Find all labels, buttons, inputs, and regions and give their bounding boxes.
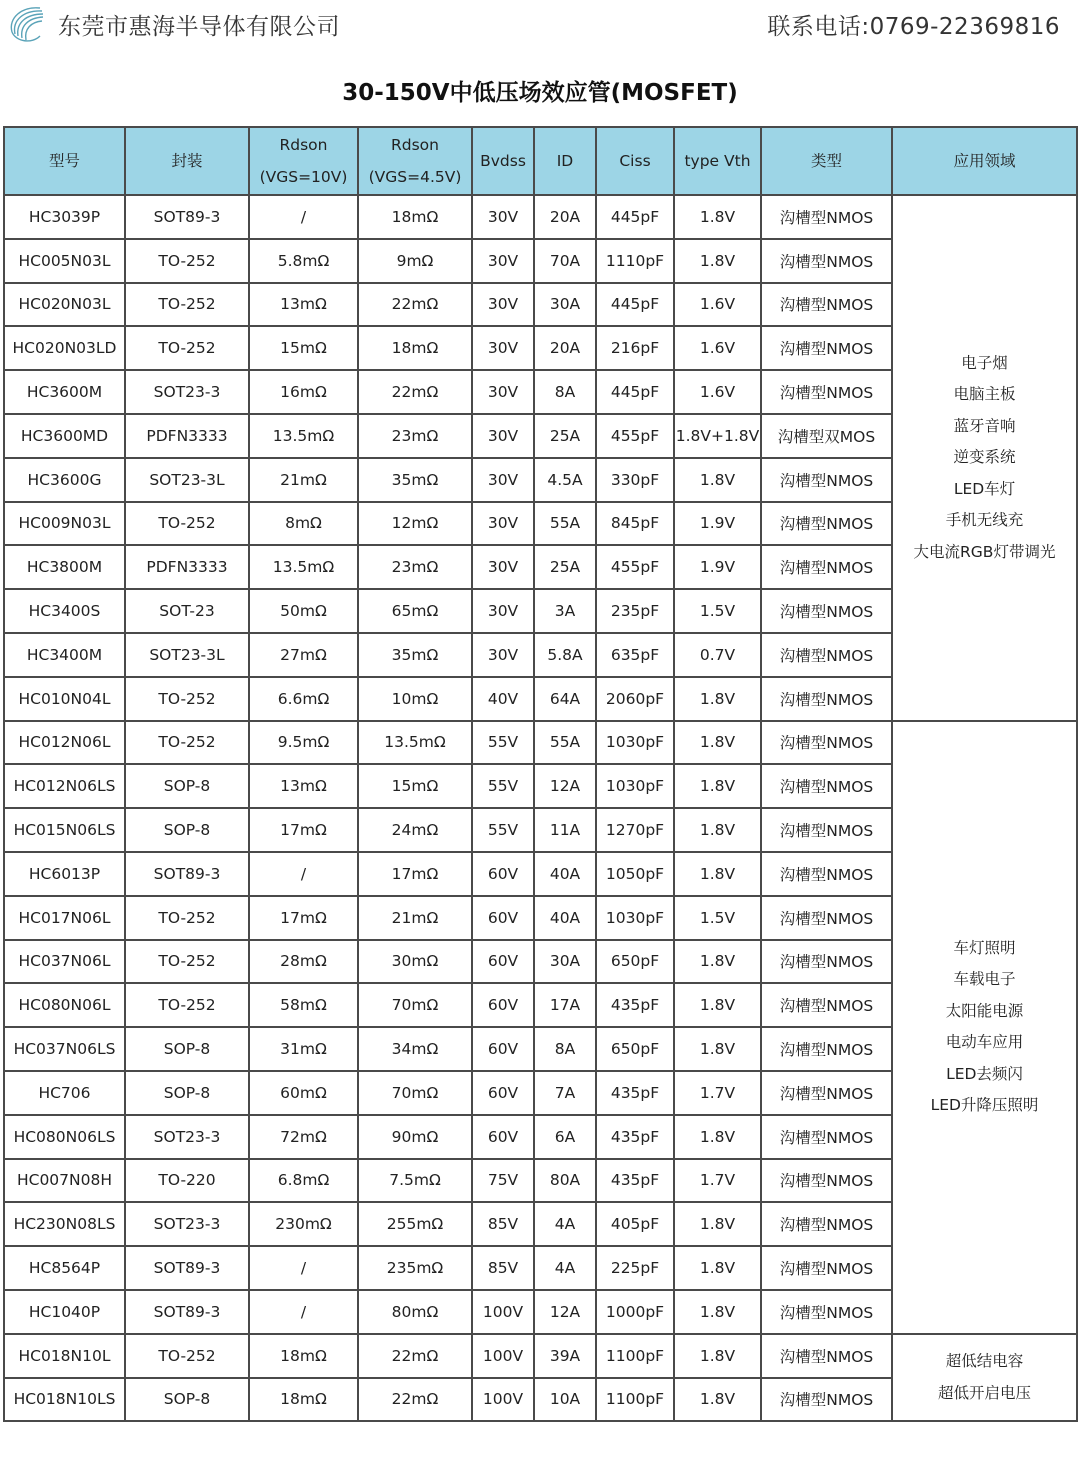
- cell-model: HC3039P: [4, 195, 125, 239]
- cell-rdson-10v: /: [249, 1290, 358, 1334]
- cell-package: TO-252: [125, 721, 249, 765]
- cell-rdson-4-5v: 24mΩ: [358, 808, 472, 852]
- cell-bvdss: 30V: [472, 370, 534, 414]
- cell-type: 沟槽型NMOS: [761, 195, 892, 239]
- cell-package: TO-252: [125, 283, 249, 327]
- cell-package: SOT23-3: [125, 1115, 249, 1159]
- cell-model: HC010N04L: [4, 677, 125, 721]
- cell-ciss: 435pF: [596, 1159, 674, 1203]
- cell-bvdss: 60V: [472, 1027, 534, 1071]
- cell-rdson-10v: 13.5mΩ: [249, 414, 358, 458]
- cell-rdson-4-5v: 9mΩ: [358, 239, 472, 283]
- col-header-ciss: Ciss: [596, 127, 674, 195]
- cell-rdson-4-5v: 23mΩ: [358, 545, 472, 589]
- cell-rdson-4-5v: 23mΩ: [358, 414, 472, 458]
- cell-package: SOP-8: [125, 808, 249, 852]
- cell-model: HC020N03LD: [4, 326, 125, 370]
- cell-vth: 1.6V: [674, 283, 761, 327]
- cell-package: SOT89-3: [125, 1290, 249, 1334]
- cell-rdson-10v: 6.6mΩ: [249, 677, 358, 721]
- cell-rdson-10v: 58mΩ: [249, 983, 358, 1027]
- cell-rdson-4-5v: 255mΩ: [358, 1202, 472, 1246]
- cell-rdson-4-5v: 7.5mΩ: [358, 1159, 472, 1203]
- cell-application-group: [892, 195, 1077, 721]
- cell-type: 沟槽型NMOS: [761, 721, 892, 765]
- cell-id: 20A: [534, 195, 596, 239]
- cell-model: HC3600MD: [4, 414, 125, 458]
- cell-vth: 1.8V+1.8V: [674, 414, 761, 458]
- cell-package: PDFN3333: [125, 414, 249, 458]
- cell-rdson-4-5v: 22mΩ: [358, 1378, 472, 1422]
- col-header-application: 应用领域: [892, 127, 1077, 195]
- cell-bvdss: 100V: [472, 1290, 534, 1334]
- cell-bvdss: 30V: [472, 283, 534, 327]
- cell-id: 6A: [534, 1115, 596, 1159]
- cell-model: HC012N06L: [4, 721, 125, 765]
- cell-model: HC012N06LS: [4, 764, 125, 808]
- cell-vth: 1.7V: [674, 1159, 761, 1203]
- cell-id: 8A: [534, 1027, 596, 1071]
- cell-model: HC018N10LS: [4, 1378, 125, 1422]
- cell-rdson-10v: /: [249, 1246, 358, 1290]
- cell-rdson-4-5v: 80mΩ: [358, 1290, 472, 1334]
- cell-bvdss: 60V: [472, 983, 534, 1027]
- cell-model: HC3400M: [4, 633, 125, 677]
- cell-rdson-10v: 15mΩ: [249, 326, 358, 370]
- cell-vth: 1.5V: [674, 896, 761, 940]
- cell-ciss: 455pF: [596, 545, 674, 589]
- cell-id: 20A: [534, 326, 596, 370]
- cell-id: 17A: [534, 983, 596, 1027]
- cell-ciss: 635pF: [596, 633, 674, 677]
- cell-ciss: 225pF: [596, 1246, 674, 1290]
- phone-contact: [767, 8, 1060, 41]
- cell-package: SOT89-3: [125, 852, 249, 896]
- application-item: LED车灯: [953, 479, 1016, 498]
- cell-ciss: 330pF: [596, 458, 674, 502]
- cell-bvdss: 40V: [472, 677, 534, 721]
- application-item: 手机无线充: [945, 511, 1024, 530]
- cell-type: 沟槽型NMOS: [761, 1071, 892, 1115]
- cell-ciss: 445pF: [596, 370, 674, 414]
- cell-id: 4A: [534, 1246, 596, 1290]
- cell-type: 沟槽型NMOS: [761, 940, 892, 984]
- company-name: 东莞市惠海半导体有限公司: [58, 14, 340, 40]
- cell-rdson-4-5v: 22mΩ: [358, 1334, 472, 1378]
- cell-id: 39A: [534, 1334, 596, 1378]
- cell-package: SOT89-3: [125, 195, 249, 239]
- cell-type: 沟槽型NMOS: [761, 983, 892, 1027]
- cell-rdson-10v: 8mΩ: [249, 502, 358, 546]
- cell-vth: 1.8V: [674, 239, 761, 283]
- cell-model: HC020N03L: [4, 283, 125, 327]
- cell-type: 沟槽型NMOS: [761, 1246, 892, 1290]
- cell-type: 沟槽型NMOS: [761, 633, 892, 677]
- cell-package: SOT89-3: [125, 1246, 249, 1290]
- cell-vth: 1.8V: [674, 1202, 761, 1246]
- cell-vth: 1.9V: [674, 545, 761, 589]
- cell-model: HC3600G: [4, 458, 125, 502]
- cell-type: 沟槽型NMOS: [761, 239, 892, 283]
- cell-application-group: [892, 721, 1077, 1334]
- cell-package: TO-252: [125, 239, 249, 283]
- cell-bvdss: 30V: [472, 326, 534, 370]
- cell-bvdss: 100V: [472, 1334, 534, 1378]
- application-item: 大电流RGB灯带调光: [913, 542, 1056, 561]
- cell-package: TO-252: [125, 896, 249, 940]
- cell-vth: 1.7V: [674, 1071, 761, 1115]
- cell-ciss: 445pF: [596, 195, 674, 239]
- cell-ciss: 235pF: [596, 589, 674, 633]
- cell-id: 30A: [534, 940, 596, 984]
- cell-rdson-10v: 31mΩ: [249, 1027, 358, 1071]
- cell-ciss: 1100pF: [596, 1334, 674, 1378]
- cell-ciss: 650pF: [596, 940, 674, 984]
- cell-rdson-4-5v: 70mΩ: [358, 1071, 472, 1115]
- cell-rdson-4-5v: 34mΩ: [358, 1027, 472, 1071]
- col-header-model: 型号: [4, 127, 125, 195]
- application-item: 太阳能电源: [945, 1001, 1024, 1020]
- application-item: LED去频闪: [946, 1064, 1023, 1083]
- cell-rdson-10v: 17mΩ: [249, 808, 358, 852]
- cell-rdson-4-5v: 235mΩ: [358, 1246, 472, 1290]
- swirl-logo-icon: [4, 2, 48, 46]
- cell-rdson-4-5v: 70mΩ: [358, 983, 472, 1027]
- cell-package: SOT23-3: [125, 1202, 249, 1246]
- application-item: 电子烟: [961, 353, 1008, 372]
- cell-vth: 1.6V: [674, 370, 761, 414]
- cell-bvdss: 30V: [472, 239, 534, 283]
- cell-rdson-4-5v: 35mΩ: [358, 633, 472, 677]
- cell-package: SOT23-3L: [125, 458, 249, 502]
- cell-rdson-10v: /: [249, 195, 358, 239]
- cell-id: 30A: [534, 283, 596, 327]
- cell-package: SOP-8: [125, 1027, 249, 1071]
- cell-type: 沟槽型NMOS: [761, 1115, 892, 1159]
- cell-vth: 0.7V: [674, 633, 761, 677]
- col-header-rdson-4-5v: [358, 127, 472, 195]
- cell-type: 沟槽型NMOS: [761, 370, 892, 414]
- cell-package: TO-252: [125, 326, 249, 370]
- cell-ciss: 2060pF: [596, 677, 674, 721]
- cell-bvdss: 55V: [472, 721, 534, 765]
- cell-ciss: 845pF: [596, 502, 674, 546]
- cell-vth: 1.8V: [674, 677, 761, 721]
- cell-rdson-4-5v: 17mΩ: [358, 852, 472, 896]
- cell-vth: 1.8V: [674, 983, 761, 1027]
- phone-label: 联系电话:: [767, 14, 870, 40]
- cell-type: 沟槽型NMOS: [761, 1378, 892, 1422]
- cell-model: HC230N08LS: [4, 1202, 125, 1246]
- cell-model: HC007N08H: [4, 1159, 125, 1203]
- cell-vth: 1.8V: [674, 1334, 761, 1378]
- cell-rdson-4-5v: 10mΩ: [358, 677, 472, 721]
- cell-rdson-10v: 6.8mΩ: [249, 1159, 358, 1203]
- mosfet-spec-table: [3, 126, 1078, 1422]
- cell-vth: 1.8V: [674, 808, 761, 852]
- cell-model: HC015N06LS: [4, 808, 125, 852]
- cell-ciss: 435pF: [596, 1071, 674, 1115]
- cell-bvdss: 75V: [472, 1159, 534, 1203]
- table-row: [4, 195, 1077, 239]
- cell-rdson-10v: 60mΩ: [249, 1071, 358, 1115]
- col-header-type: 类型: [761, 127, 892, 195]
- cell-package: TO-252: [125, 983, 249, 1027]
- cell-type: 沟槽型NMOS: [761, 896, 892, 940]
- cell-ciss: 650pF: [596, 1027, 674, 1071]
- cell-rdson-4-5v: 18mΩ: [358, 326, 472, 370]
- cell-ciss: 1100pF: [596, 1378, 674, 1422]
- cell-package: SOT23-3L: [125, 633, 249, 677]
- cell-rdson-10v: 230mΩ: [249, 1202, 358, 1246]
- cell-id: 80A: [534, 1159, 596, 1203]
- cell-rdson-10v: 18mΩ: [249, 1334, 358, 1378]
- cell-bvdss: 30V: [472, 195, 534, 239]
- cell-ciss: 435pF: [596, 983, 674, 1027]
- cell-bvdss: 30V: [472, 414, 534, 458]
- cell-vth: 1.8V: [674, 1378, 761, 1422]
- rdson10-line1: Rdson: [279, 136, 328, 154]
- cell-bvdss: 85V: [472, 1246, 534, 1290]
- cell-ciss: 445pF: [596, 283, 674, 327]
- cell-bvdss: 60V: [472, 896, 534, 940]
- cell-ciss: 1030pF: [596, 721, 674, 765]
- cell-package: SOP-8: [125, 1071, 249, 1115]
- cell-model: HC037N06LS: [4, 1027, 125, 1071]
- cell-bvdss: 60V: [472, 940, 534, 984]
- cell-rdson-4-5v: 18mΩ: [358, 195, 472, 239]
- cell-vth: 1.8V: [674, 1290, 761, 1334]
- cell-id: 7A: [534, 1071, 596, 1115]
- cell-rdson-10v: 13mΩ: [249, 283, 358, 327]
- cell-type: 沟槽型NMOS: [761, 852, 892, 896]
- col-header-id: ID: [534, 127, 596, 195]
- cell-model: HC037N06L: [4, 940, 125, 984]
- cell-model: HC706: [4, 1071, 125, 1115]
- cell-model: HC3600M: [4, 370, 125, 414]
- cell-bvdss: 30V: [472, 545, 534, 589]
- rdson45-line1: Rdson: [391, 136, 439, 154]
- application-item: 电动车应用: [945, 1033, 1024, 1052]
- cell-model: HC017N06L: [4, 896, 125, 940]
- cell-ciss: 1000pF: [596, 1290, 674, 1334]
- cell-rdson-4-5v: 90mΩ: [358, 1115, 472, 1159]
- cell-package: TO-252: [125, 940, 249, 984]
- cell-package: TO-252: [125, 502, 249, 546]
- cell-bvdss: 55V: [472, 808, 534, 852]
- cell-type: 沟槽型NMOS: [761, 1334, 892, 1378]
- cell-id: 70A: [534, 239, 596, 283]
- col-header-rdson-10v: [249, 127, 358, 195]
- cell-type: 沟槽型NMOS: [761, 764, 892, 808]
- cell-vth: 1.5V: [674, 589, 761, 633]
- cell-vth: 1.8V: [674, 458, 761, 502]
- cell-id: 40A: [534, 852, 596, 896]
- cell-id: 12A: [534, 1290, 596, 1334]
- cell-rdson-10v: 13.5mΩ: [249, 545, 358, 589]
- cell-model: HC005N03L: [4, 239, 125, 283]
- cell-id: 25A: [534, 414, 596, 458]
- cell-ciss: 216pF: [596, 326, 674, 370]
- cell-id: 5.8A: [534, 633, 596, 677]
- cell-rdson-4-5v: 21mΩ: [358, 896, 472, 940]
- cell-id: 8A: [534, 370, 596, 414]
- cell-rdson-4-5v: 13.5mΩ: [358, 721, 472, 765]
- cell-id: 4A: [534, 1202, 596, 1246]
- cell-package: SOP-8: [125, 1378, 249, 1422]
- cell-rdson-4-5v: 22mΩ: [358, 370, 472, 414]
- cell-rdson-10v: 21mΩ: [249, 458, 358, 502]
- cell-type: 沟槽型NMOS: [761, 1202, 892, 1246]
- cell-model: HC3400S: [4, 589, 125, 633]
- cell-package: TO-252: [125, 677, 249, 721]
- cell-bvdss: 30V: [472, 633, 534, 677]
- cell-id: 10A: [534, 1378, 596, 1422]
- cell-vth: 1.8V: [674, 195, 761, 239]
- cell-vth: 1.8V: [674, 1027, 761, 1071]
- cell-id: 4.5A: [534, 458, 596, 502]
- col-header-vth: type Vth: [674, 127, 761, 195]
- cell-type: 沟槽型NMOS: [761, 808, 892, 852]
- cell-rdson-4-5v: 15mΩ: [358, 764, 472, 808]
- cell-id: 64A: [534, 677, 596, 721]
- cell-ciss: 1270pF: [596, 808, 674, 852]
- cell-rdson-4-5v: 30mΩ: [358, 940, 472, 984]
- cell-bvdss: 55V: [472, 764, 534, 808]
- cell-rdson-10v: 13mΩ: [249, 764, 358, 808]
- cell-rdson-4-5v: 22mΩ: [358, 283, 472, 327]
- cell-ciss: 1110pF: [596, 239, 674, 283]
- cell-vth: 1.6V: [674, 326, 761, 370]
- application-item: 车灯照明: [953, 938, 1016, 957]
- cell-bvdss: 30V: [472, 502, 534, 546]
- cell-id: 3A: [534, 589, 596, 633]
- cell-type: 沟槽型NMOS: [761, 326, 892, 370]
- cell-vth: 1.9V: [674, 502, 761, 546]
- cell-ciss: 1030pF: [596, 896, 674, 940]
- cell-ciss: 435pF: [596, 1115, 674, 1159]
- cell-rdson-4-5v: 35mΩ: [358, 458, 472, 502]
- cell-vth: 1.8V: [674, 721, 761, 765]
- cell-rdson-4-5v: 65mΩ: [358, 589, 472, 633]
- cell-rdson-10v: 28mΩ: [249, 940, 358, 984]
- cell-vth: 1.8V: [674, 940, 761, 984]
- cell-type: 沟槽型NMOS: [761, 1027, 892, 1071]
- col-header-package: 封装: [125, 127, 249, 195]
- cell-package: SOP-8: [125, 764, 249, 808]
- cell-ciss: 1050pF: [596, 852, 674, 896]
- cell-bvdss: 85V: [472, 1202, 534, 1246]
- cell-type: 沟槽型NMOS: [761, 458, 892, 502]
- cell-package: SOT23-3: [125, 370, 249, 414]
- cell-model: HC018N10L: [4, 1334, 125, 1378]
- rdson10-line2: (VGS=10V): [259, 168, 348, 186]
- cell-type: 沟槽型NMOS: [761, 502, 892, 546]
- application-item: 超低结电容: [945, 1352, 1024, 1371]
- cell-model: HC3800M: [4, 545, 125, 589]
- cell-type: 沟槽型NMOS: [761, 283, 892, 327]
- cell-rdson-10v: 72mΩ: [249, 1115, 358, 1159]
- cell-model: HC080N06LS: [4, 1115, 125, 1159]
- cell-rdson-4-5v: 12mΩ: [358, 502, 472, 546]
- cell-type: 沟槽型NMOS: [761, 589, 892, 633]
- cell-rdson-10v: 16mΩ: [249, 370, 358, 414]
- cell-model: HC1040P: [4, 1290, 125, 1334]
- table-header-row: [4, 127, 1077, 195]
- cell-rdson-10v: 5.8mΩ: [249, 239, 358, 283]
- cell-vth: 1.8V: [674, 764, 761, 808]
- application-item: 超低开启电压: [937, 1383, 1031, 1402]
- cell-bvdss: 100V: [472, 1378, 534, 1422]
- application-item: LED升降压照明: [930, 1096, 1039, 1115]
- cell-model: HC8564P: [4, 1246, 125, 1290]
- cell-id: 55A: [534, 721, 596, 765]
- cell-bvdss: 60V: [472, 1071, 534, 1115]
- page-title: 30-150V中低压场效应管(MOSFET): [342, 80, 738, 106]
- cell-bvdss: 30V: [472, 458, 534, 502]
- cell-id: 12A: [534, 764, 596, 808]
- cell-type: 沟槽型双MOS: [761, 414, 892, 458]
- application-item: 电脑主板: [953, 385, 1016, 404]
- cell-type: 沟槽型NMOS: [761, 1159, 892, 1203]
- table-body: [4, 195, 1077, 1421]
- cell-rdson-10v: /: [249, 852, 358, 896]
- cell-package: SOT-23: [125, 589, 249, 633]
- cell-model: HC6013P: [4, 852, 125, 896]
- cell-rdson-10v: 9.5mΩ: [249, 721, 358, 765]
- cell-rdson-10v: 27mΩ: [249, 633, 358, 677]
- application-item: 蓝牙音响: [953, 416, 1016, 435]
- cell-model: HC009N03L: [4, 502, 125, 546]
- cell-type: 沟槽型NMOS: [761, 545, 892, 589]
- cell-rdson-10v: 18mΩ: [249, 1378, 358, 1422]
- application-item: 车载电子: [953, 970, 1016, 989]
- table-row: [4, 721, 1077, 765]
- rdson45-line2: (VGS=4.5V): [368, 168, 462, 186]
- cell-id: 25A: [534, 545, 596, 589]
- col-header-bvdss: Bvdss: [472, 127, 534, 195]
- cell-vth: 1.8V: [674, 852, 761, 896]
- cell-vth: 1.8V: [674, 1115, 761, 1159]
- cell-vth: 1.8V: [674, 1246, 761, 1290]
- page-header: [0, 0, 1080, 48]
- cell-rdson-10v: 17mΩ: [249, 896, 358, 940]
- cell-ciss: 455pF: [596, 414, 674, 458]
- cell-ciss: 405pF: [596, 1202, 674, 1246]
- cell-type: 沟槽型NMOS: [761, 1290, 892, 1334]
- cell-package: TO-252: [125, 1334, 249, 1378]
- cell-rdson-10v: 50mΩ: [249, 589, 358, 633]
- cell-model: HC080N06L: [4, 983, 125, 1027]
- cell-bvdss: 60V: [472, 852, 534, 896]
- cell-type: 沟槽型NMOS: [761, 677, 892, 721]
- cell-id: 55A: [534, 502, 596, 546]
- cell-application-group: [892, 1334, 1077, 1422]
- cell-id: 40A: [534, 896, 596, 940]
- application-item: 逆变系统: [953, 448, 1016, 467]
- cell-id: 11A: [534, 808, 596, 852]
- cell-package: PDFN3333: [125, 545, 249, 589]
- cell-package: TO-220: [125, 1159, 249, 1203]
- cell-bvdss: 30V: [472, 589, 534, 633]
- cell-ciss: 1030pF: [596, 764, 674, 808]
- table-row: [4, 1334, 1077, 1378]
- cell-bvdss: 60V: [472, 1115, 534, 1159]
- phone-number: 0769-22369816: [869, 14, 1060, 40]
